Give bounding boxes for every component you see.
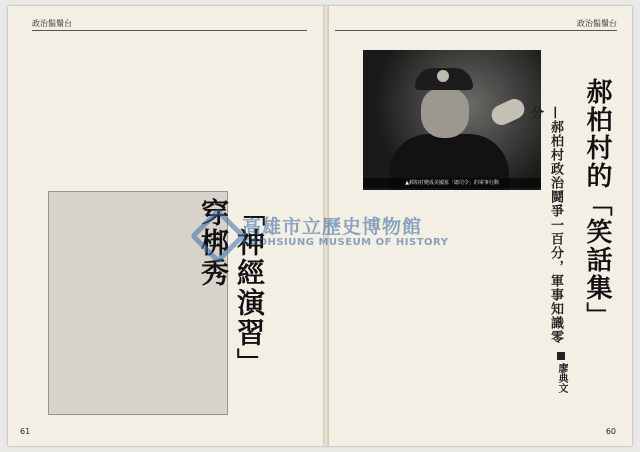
magazine-spread xyxy=(8,6,632,446)
photo-caption: ▲郝柏村變成美國罵「總司令」的軍事行動 xyxy=(363,178,541,188)
left-running-head: 政治鬍鬚台 xyxy=(32,18,307,31)
article-title: 郝柏村的「笑話集」 xyxy=(582,78,612,330)
article-byline xyxy=(547,352,569,412)
sidebar-box xyxy=(48,191,266,415)
left-body-text-upper xyxy=(38,58,300,184)
right-page-number: 60 xyxy=(605,427,616,436)
right-page xyxy=(329,6,632,446)
left-page xyxy=(8,6,323,446)
left-page-number: 61 xyxy=(20,427,31,436)
portrait-photo xyxy=(363,50,541,190)
byline-marker-icon xyxy=(557,352,565,360)
watermark-name-en: KAOHSIUNG MUSEUM OF HISTORY xyxy=(242,237,449,248)
cap-badge-icon xyxy=(437,70,449,82)
watermark-name-cn: 高雄市立歷史博物館 xyxy=(242,216,423,238)
right-body-text-upper xyxy=(339,194,535,302)
byline-author: 廖典文 xyxy=(556,363,567,393)
right-running-head: 政治鬍鬚台 xyxy=(335,18,617,31)
sidebar-body-text xyxy=(55,200,193,406)
right-body-text-lower xyxy=(339,306,535,414)
sidebar-title: 「神經演習」穿梆秀 xyxy=(197,198,266,378)
article-subtitle: —郝柏村政治鬪爭一百分，軍事知識零分 xyxy=(528,106,563,344)
